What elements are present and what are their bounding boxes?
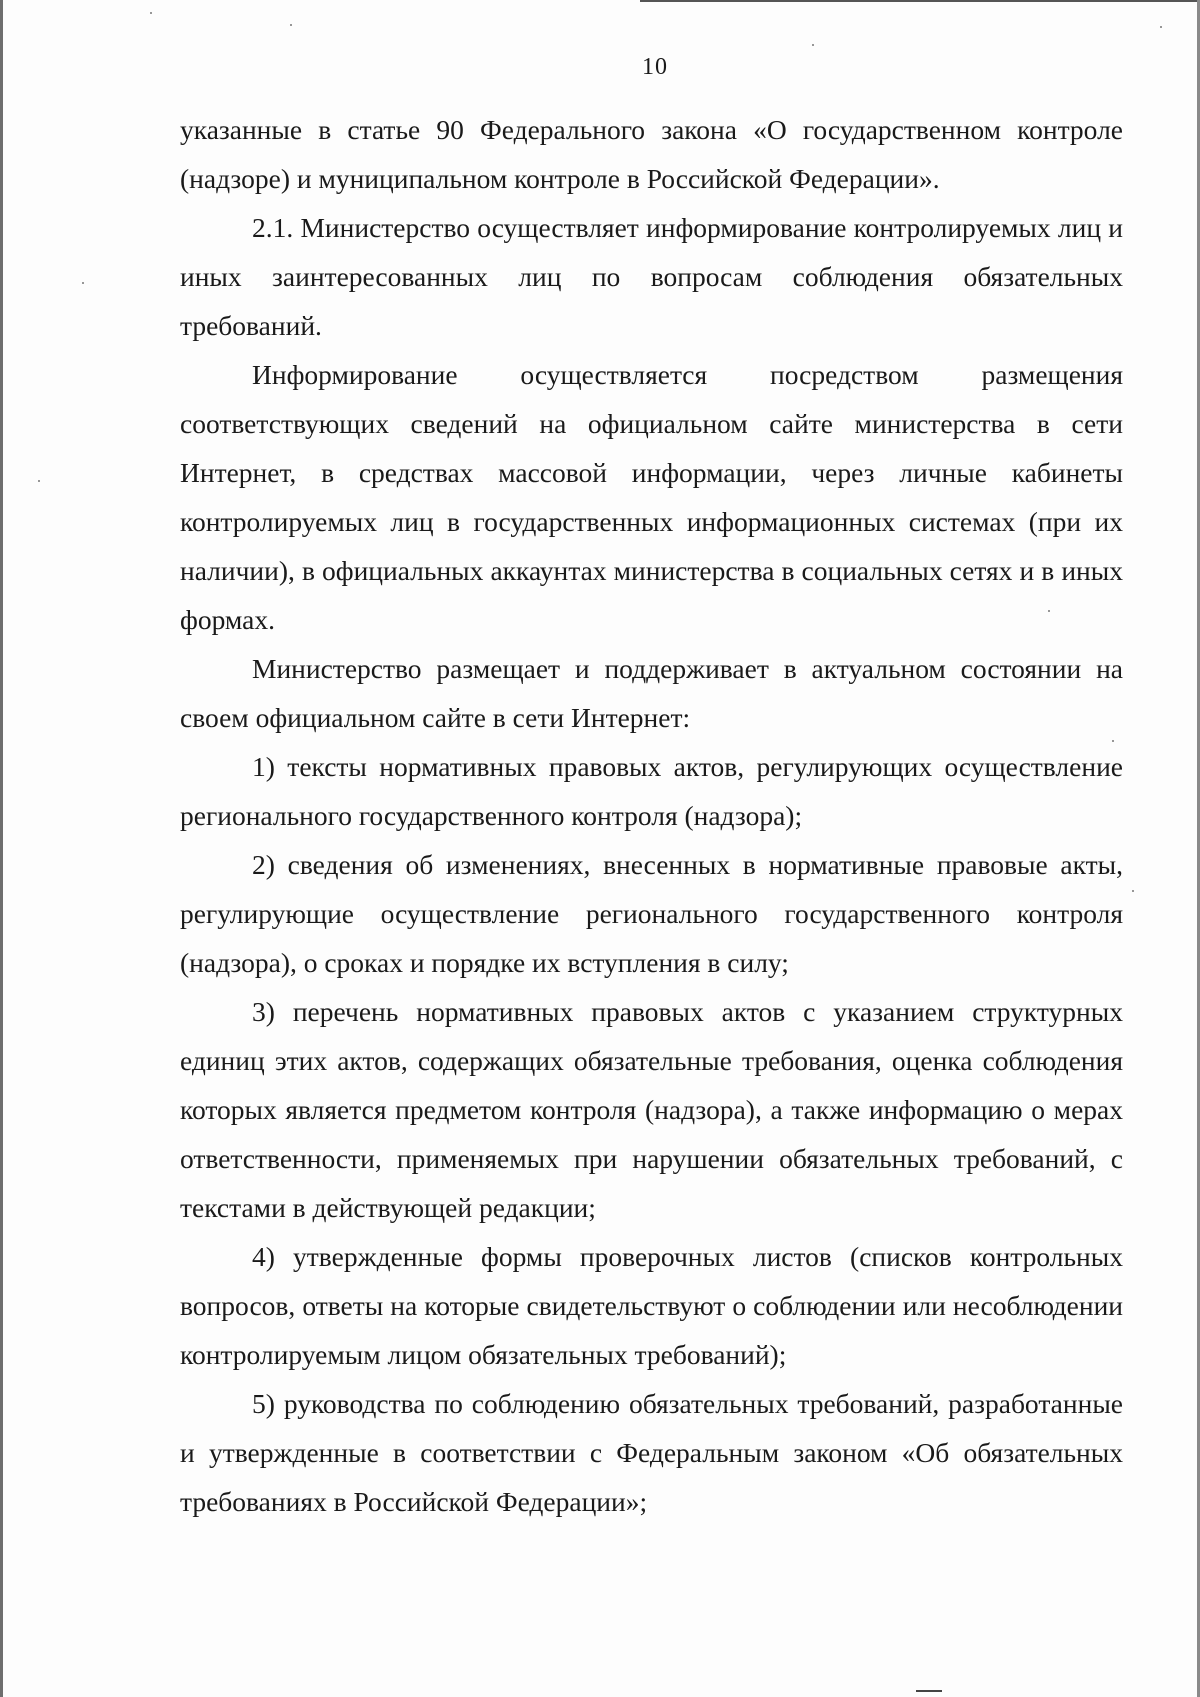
scan-speck (1160, 26, 1162, 28)
list-item-3: 3) перечень нормативных правовых актов с указанием структурных единиц этих актов, содержащих обязательные требования, оценка соблюдения которых является предметом контроля (надзора), а также информацию о мерах ответственности, применяемых при нарушении обязательных требований, с текстами в действующей редакции; (180, 996, 1123, 1223)
list-item-1: 1) тексты нормативных правовых актов, регулирующих осуществление регионального государственного контроля (надзора); (180, 751, 1123, 831)
scan-footer-mark (916, 1690, 942, 1692)
scan-speck (812, 44, 814, 46)
document-body (180, 105, 1123, 1526)
scan-speck (290, 24, 292, 26)
paragraph-continuation: указанные в статье 90 Федерального закона «О государственном контроле (надзоре) и муниципальном контроле в Российской Федерации». (180, 114, 1123, 194)
page-number: 10 (642, 54, 668, 80)
paragraph-2-1: 2.1. Министерство осуществляет информирование контролируемых лиц и иных заинтересованных лиц по вопросам соблюдения обязательных требований. (180, 212, 1123, 341)
scan-speck (82, 282, 84, 284)
list-item-5: 5) руководства по соблюдению обязательных требований, разработанные и утвержденные в соответствии с Федеральным законом «Об обязательных требованиях в Российской Федерации»; (180, 1388, 1123, 1517)
scan-edge-left (0, 0, 3, 1697)
list-item-2: 2) сведения об изменениях, внесенных в нормативные правовые акты, регулирующие осуществление регионального государственного контроля (надзора), о сроках и порядке их вступления в силу; (180, 849, 1123, 978)
scan-speck (38, 480, 40, 482)
paragraph-ministry-posts: Министерство размещает и поддерживает в актуальном состоянии на своем официальном сайте в сети Интернет: (180, 653, 1123, 733)
scan-edge-top (640, 0, 1200, 2)
paragraph-informing: Информирование осуществляется посредством размещения соответствующих сведений на официальном сайте министерства в сети Интернет, в средствах массовой информации, через личные кабинеты контролируемых лиц в государственных информационных системах (при их наличии), в официальных аккаунтах министерства в социальных сетях и в иных формах. (180, 359, 1123, 635)
scan-speck (150, 12, 152, 14)
scan-speck (1132, 890, 1134, 892)
list-item-4: 4) утвержденные формы проверочных листов (списков контрольных вопросов, ответы на которые свидетельствуют о соблюдении или несоблюдении контролируемым лицом обязательных требований); (180, 1241, 1123, 1370)
